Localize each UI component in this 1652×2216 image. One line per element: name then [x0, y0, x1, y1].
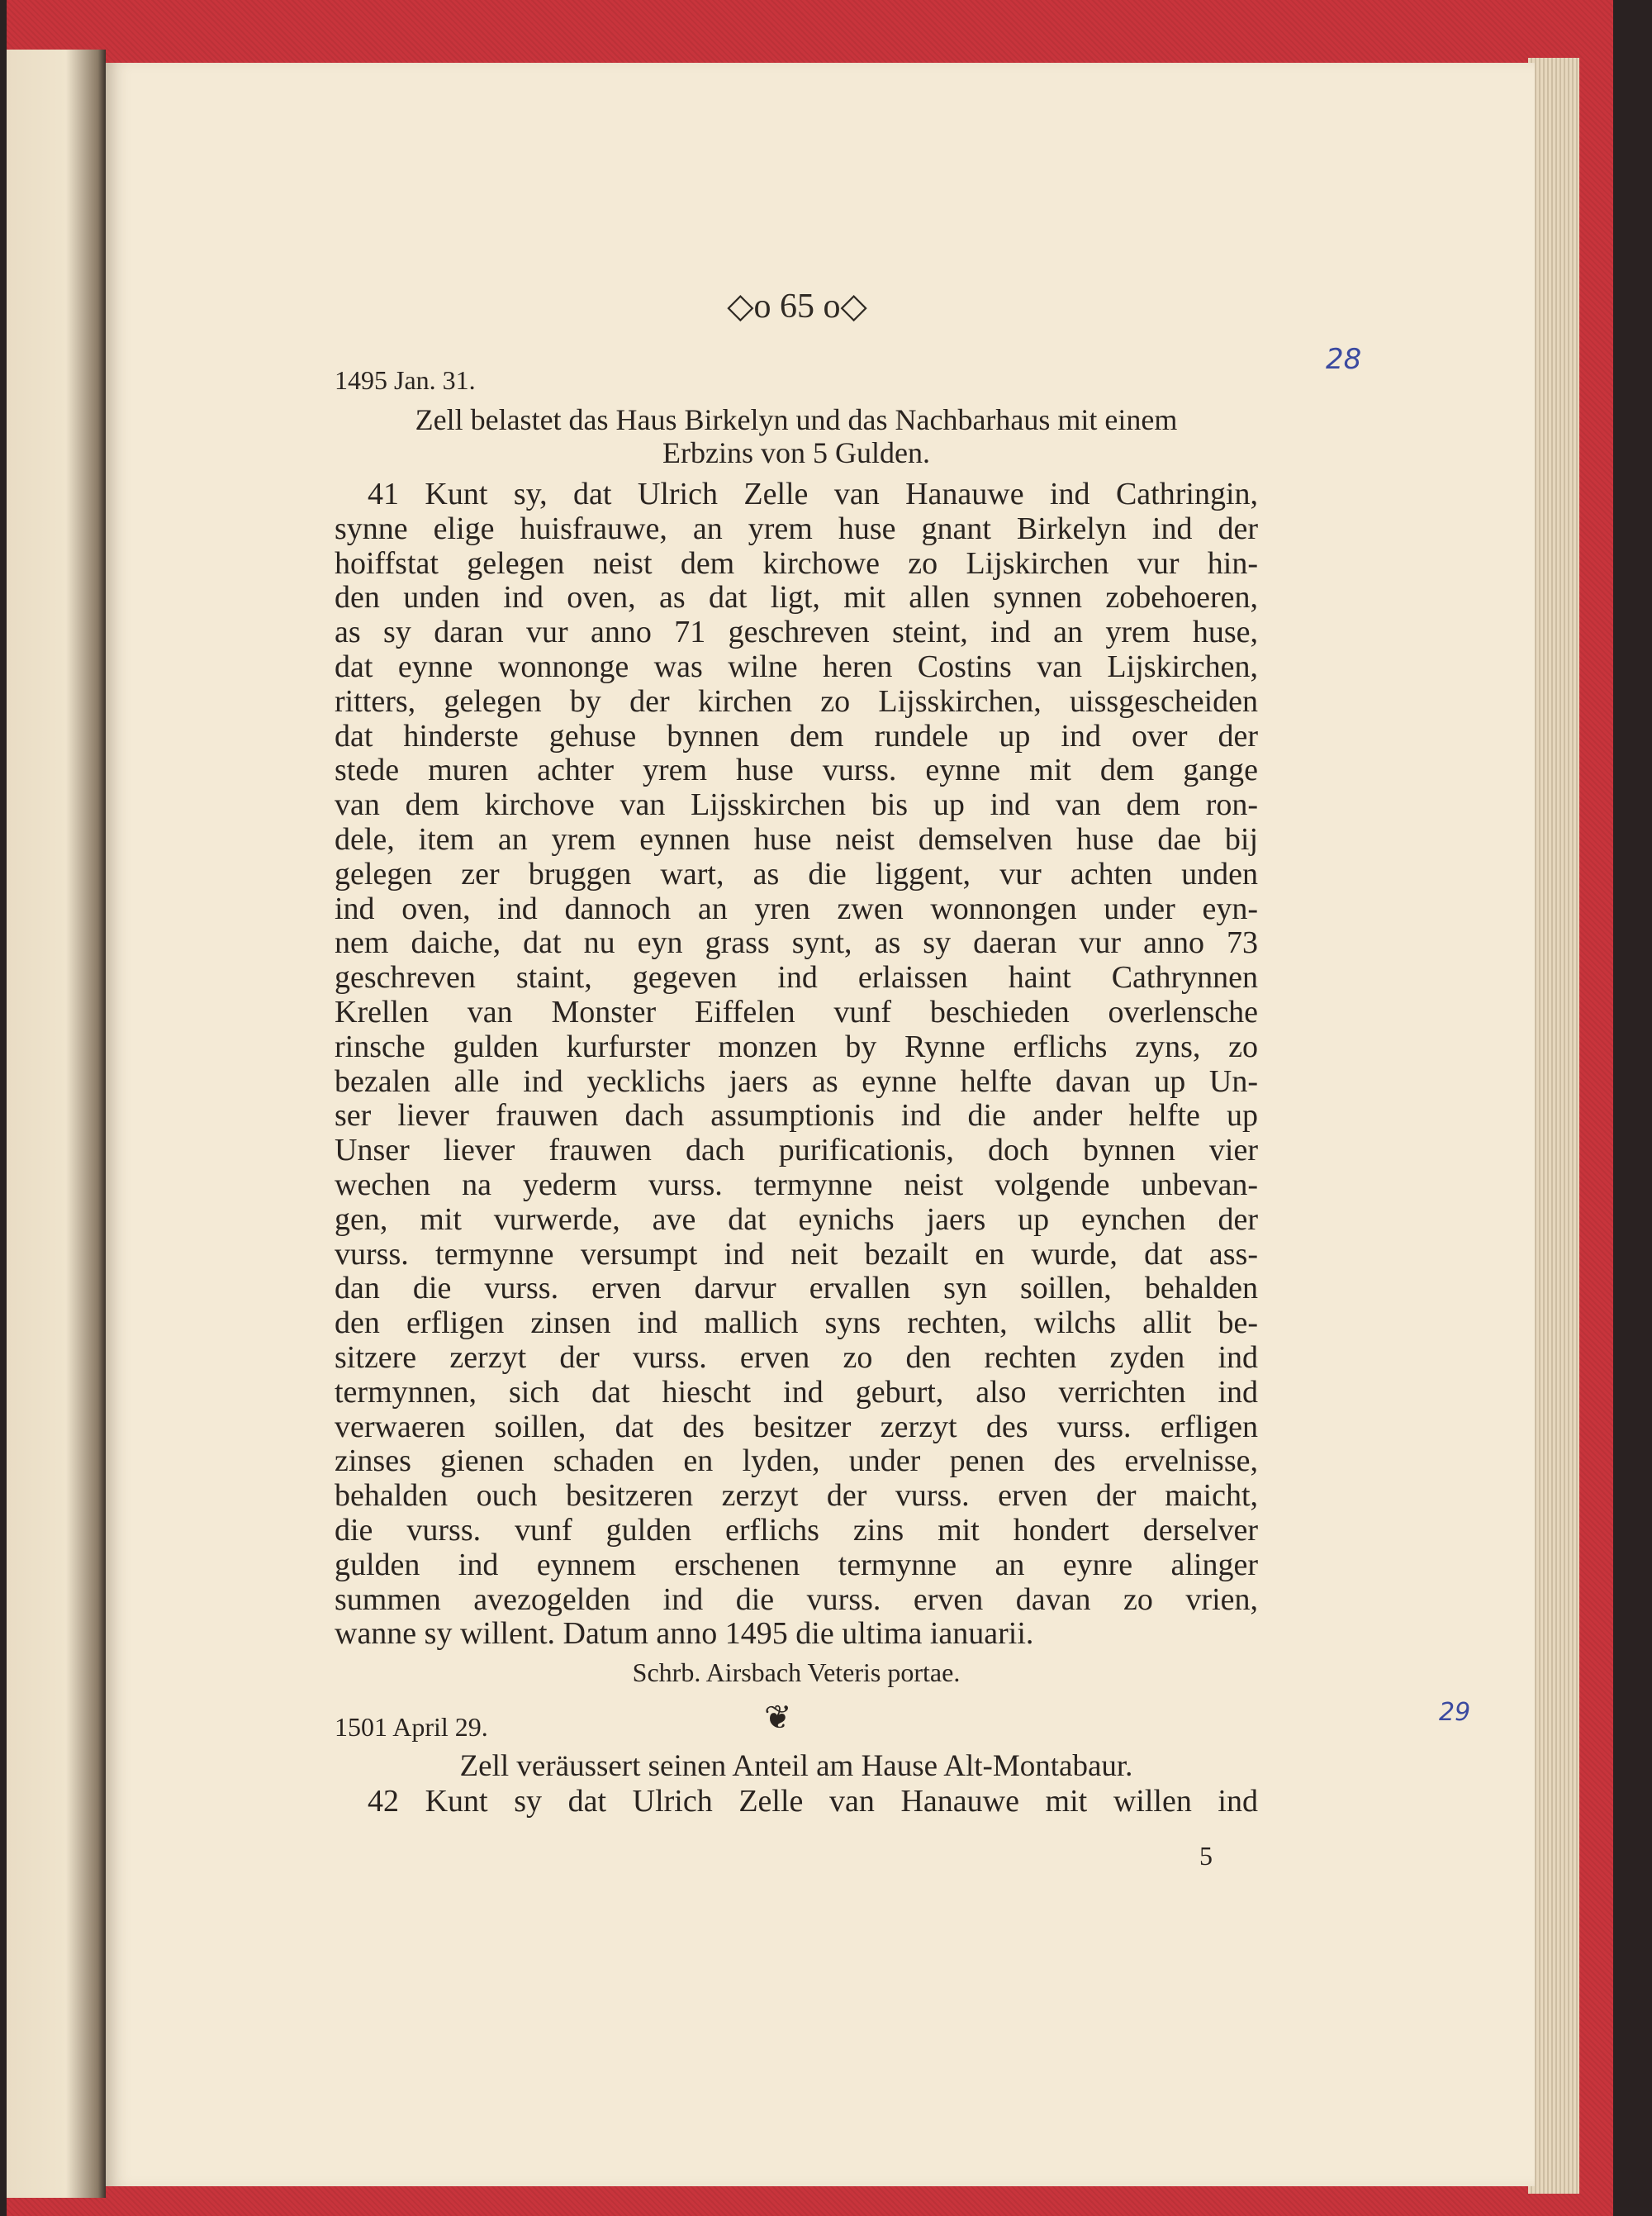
text-line: ind oven, ind dannoch an yren zwen wonnongen under eyn- [335, 891, 1258, 926]
entry-date: 1495 Jan. 31. [335, 365, 476, 395]
text-line: stede muren achter yrem huse vurss. eynne mit dem gange [335, 753, 1258, 788]
text-line: synne elige huisfrauwe, an yrem huse gnant Birkelyn ind der [335, 511, 1258, 546]
text-line: wanne sy willent. Datum anno 1495 die ultima ianuarii. [335, 1616, 1034, 1652]
text-line: sitzere zerzyt der vurss. erven zo den rechten zyden ind [335, 1339, 1258, 1375]
text-line: dan die vurss. erven darvur ervallen syn soillen, behalden [335, 1271, 1258, 1306]
text-line: as sy daran vur anno 71 geschreven steint, ind an yrem huse, [335, 615, 1258, 650]
text-line: die vurss. vunf gulden erflichs zins mit hondert derselver [335, 1512, 1258, 1548]
entry-body [335, 478, 1258, 1652]
text-line: bezalen alle ind yecklichs jaers as eynne helfte davan up Un- [335, 1063, 1258, 1099]
text-line: hoiffstat gelegen neist dem kirchowe zo Lijskirchen vur hin- [335, 545, 1258, 581]
text-line: 41 Kunt sy, dat Ulrich Zelle van Hanauwe ind Cathringin, [368, 477, 1258, 511]
text-line: dele, item an yrem eynnen huse neist demselven huse dae bij [335, 821, 1258, 857]
text-line: den unden ind oven, as dat ligt, mit allen synnen zobehoeren, [335, 580, 1258, 616]
text-line: gelegen zer bruggen wart, as die liggent, vur achten unden [335, 856, 1258, 892]
fleuron-ornament-icon: ❦ [764, 1699, 792, 1736]
entry-title: Zell veräussert seinen Anteil am Hause Alt-Montabaur. [459, 1749, 1133, 1783]
handwritten-number-28: 28 [1326, 343, 1362, 376]
page-number: ◇o 65 o◇ [727, 288, 867, 326]
text-line: dat hinderste gehuse bynnen dem rundele up ind over der [335, 718, 1258, 754]
entry-source: Schrb. Airsbach Veteris portae. [632, 1657, 961, 1687]
text-line: van dem kirchove van Lijsskirchen bis up ind van dem ron- [335, 787, 1258, 823]
text-line: verwaeren soillen, dat des besitzer zerzyt des vurss. erfligen [335, 1409, 1258, 1444]
text-line: summen avezogelden ind die vurss. erven davan zo vrien, [335, 1581, 1258, 1617]
text-line: zinses gienen schaden en lyden, under penen des ervelnisse, [335, 1443, 1258, 1479]
entry-title-line: Zell belastet das Haus Birkelyn und das Nachbarhaus mit einem [415, 403, 1178, 436]
entry-title-line: Erbzins von 5 Gulden. [662, 436, 930, 469]
signature-mark: 5 [1199, 1841, 1213, 1871]
text-line: gen, mit vurwerde, ave dat eynichs jaers up eynchen der [335, 1201, 1258, 1237]
text-line: vurss. termynne versumpt ind neit bezailt en wurde, dat ass- [335, 1236, 1258, 1272]
text-line: behalden ouch besitzeren zerzyt der vurss. erven der maicht, [335, 1478, 1258, 1514]
text-line: 42 Kunt sy dat Ulrich Zelle van Hanauwe mit willen ind [368, 1784, 1258, 1819]
entry-body [335, 1785, 1258, 1819]
left-page-edge [7, 50, 106, 2198]
text-line: Unser liever frauwen dach purificationis, doch bynnen vier [335, 1133, 1258, 1168]
text-line: den erfligen zinsen ind mallich syns rechten, wilchs allit be- [335, 1305, 1258, 1341]
text-line: rinsche gulden kurfurster monzen by Rynne erflichs zyns, zo [335, 1029, 1258, 1064]
text-line: Krellen van Monster Eiffelen vunf beschieden overlensche [335, 994, 1258, 1030]
text-line: gulden ind eynnem erschenen termynne an eynre alinger [335, 1547, 1258, 1582]
page-edges [1528, 58, 1579, 2194]
text-line: dat eynne wonnonge was wilne heren Costins van Lijskirchen, [335, 649, 1258, 684]
text-line: geschreven staint, gegeven ind erlaissen haint Cathrynnen [335, 960, 1258, 996]
text-line: ser liever frauwen dach assumptionis ind die ander helfte up [335, 1098, 1258, 1134]
text-line: nem daiche, dat nu eyn grass synt, as sy daeran vur anno 73 [335, 925, 1258, 961]
text-line: wechen na yederm vurss. termynne neist volgende unbevan- [335, 1167, 1258, 1202]
entry-date: 1501 April 29. [335, 1712, 488, 1742]
handwritten-number-29: 29 [1439, 1698, 1471, 1727]
text-line: ritters, gelegen by der kirchen zo Lijsskirchen, uissgescheiden [335, 683, 1258, 719]
text-line: termynnen, sich dat hiescht ind geburt, also verrichten ind [335, 1374, 1258, 1410]
